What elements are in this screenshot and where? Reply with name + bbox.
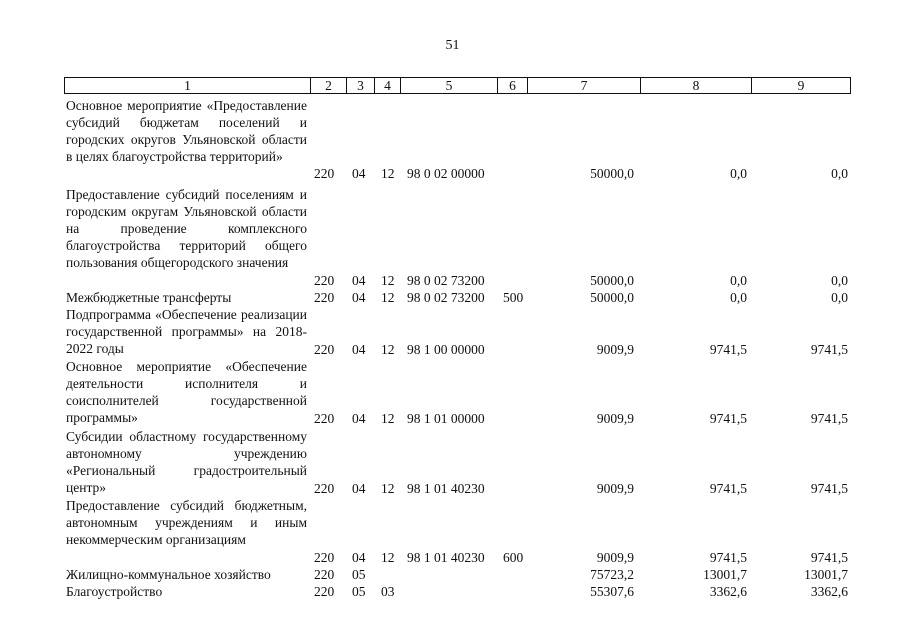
row-col-9: 9741,5 <box>810 550 848 565</box>
row-col-3: 05 <box>352 584 366 599</box>
row-col-4: 12 <box>381 550 395 565</box>
row-col-6: 600 <box>503 550 524 565</box>
row-col-7: 9009,9 <box>596 342 634 357</box>
row-col-8: 9741,5 <box>709 550 747 565</box>
row-col-5: 98 1 01 00000 <box>407 411 485 426</box>
row-col-5: 98 1 01 40230 <box>407 550 485 565</box>
row-col-8: 3362,6 <box>709 584 747 599</box>
row-col-9: 3362,6 <box>810 584 848 599</box>
row-col-5: 98 0 02 00000 <box>407 166 485 181</box>
page-number: 51 <box>445 38 460 53</box>
row-col-2: 220 <box>314 342 335 357</box>
row-col-3: 04 <box>352 481 366 496</box>
row-col-2: 220 <box>314 481 335 496</box>
row-col-2: 220 <box>314 567 335 582</box>
row-col-2: 220 <box>314 584 335 599</box>
row-col-4: 03 <box>381 584 395 599</box>
row-col-8: 9741,5 <box>709 411 747 426</box>
row-col-5: 98 1 01 40230 <box>407 481 485 496</box>
row-col-7: 55307,6 <box>590 584 634 599</box>
row-col-7: 9009,9 <box>596 481 634 496</box>
header-col-5: 5 <box>400 78 497 93</box>
row-description: Предоставление субсидий поселениям и городским округам Ульяновской области на проведение комплексного благоустройства территорий общего пользования общегородского значения <box>66 187 307 271</box>
row-col-4: 12 <box>381 166 395 181</box>
row-col-7: 9009,9 <box>596 411 634 426</box>
row-col-2: 220 <box>314 166 335 181</box>
row-description: Подпрограмма «Обеспечение реализации государственной программы» на 2018-2022 годы <box>66 307 307 357</box>
row-col-8: 0,0 <box>730 273 747 288</box>
row-description: Предоставление субсидий бюджетным, автономным учреждениям и иным некоммерческим организациям <box>66 498 307 548</box>
row-description: Основное мероприятие «Предоставление субсидий бюджетам поселений и городских округов Ульяновской области в целях благоустройства территорий» <box>66 98 307 165</box>
row-description: Основное мероприятие «Обеспечение деятельности исполнителя и соисполнителей государственной программы» <box>66 359 307 426</box>
row-col-8: 0,0 <box>730 166 747 181</box>
row-col-5: 98 0 02 73200 <box>407 290 485 305</box>
row-col-4: 12 <box>381 342 395 357</box>
row-col-7: 50000,0 <box>590 290 634 305</box>
row-col-3: 04 <box>352 342 366 357</box>
row-col-3: 04 <box>352 550 366 565</box>
row-description: Благоустройство <box>66 584 163 599</box>
row-col-3: 04 <box>352 411 366 426</box>
row-col-3: 05 <box>352 567 366 582</box>
row-col-2: 220 <box>314 411 335 426</box>
row-col-4: 12 <box>381 290 395 305</box>
row-col-8: 9741,5 <box>709 342 747 357</box>
header-col-9: 9 <box>751 78 850 93</box>
row-col-5: 98 0 02 73200 <box>407 273 485 288</box>
row-col-8: 13001,7 <box>703 567 747 582</box>
row-col-9: 0,0 <box>831 166 848 181</box>
row-col-8: 9741,5 <box>709 481 747 496</box>
header-col-4: 4 <box>374 78 400 93</box>
row-description: Жилищно-коммунальное хозяйство <box>66 567 271 582</box>
header-col-3: 3 <box>346 78 374 93</box>
row-description: Субсидии областному государственному автономному учреждению «Региональный градостроительный центр» <box>66 429 307 496</box>
row-col-9: 9741,5 <box>810 481 848 496</box>
row-col-9: 9741,5 <box>810 411 848 426</box>
row-col-3: 04 <box>352 166 366 181</box>
row-col-3: 04 <box>352 273 366 288</box>
row-col-7: 50000,0 <box>590 166 634 181</box>
row-col-3: 04 <box>352 290 366 305</box>
row-col-7: 75723,2 <box>590 567 634 582</box>
header-col-7: 7 <box>527 78 640 93</box>
table-header <box>64 77 851 94</box>
row-col-9: 9741,5 <box>810 342 848 357</box>
row-col-4: 12 <box>381 481 395 496</box>
row-col-2: 220 <box>314 290 335 305</box>
row-col-7: 9009,9 <box>596 550 634 565</box>
row-col-5: 98 1 00 00000 <box>407 342 485 357</box>
row-col-2: 220 <box>314 273 335 288</box>
row-col-4: 12 <box>381 411 395 426</box>
header-col-8: 8 <box>640 78 751 93</box>
row-col-4: 12 <box>381 273 395 288</box>
row-col-2: 220 <box>314 550 335 565</box>
row-col-9: 13001,7 <box>804 567 848 582</box>
row-col-7: 50000,0 <box>590 273 634 288</box>
row-col-9: 0,0 <box>831 273 848 288</box>
header-col-1: 1 <box>184 78 191 93</box>
row-description: Межбюджетные трансферты <box>66 290 232 305</box>
header-col-2: 2 <box>310 78 346 93</box>
row-col-6: 500 <box>503 290 524 305</box>
row-col-9: 0,0 <box>831 290 848 305</box>
header-col-6: 6 <box>497 78 527 93</box>
row-col-8: 0,0 <box>730 290 747 305</box>
